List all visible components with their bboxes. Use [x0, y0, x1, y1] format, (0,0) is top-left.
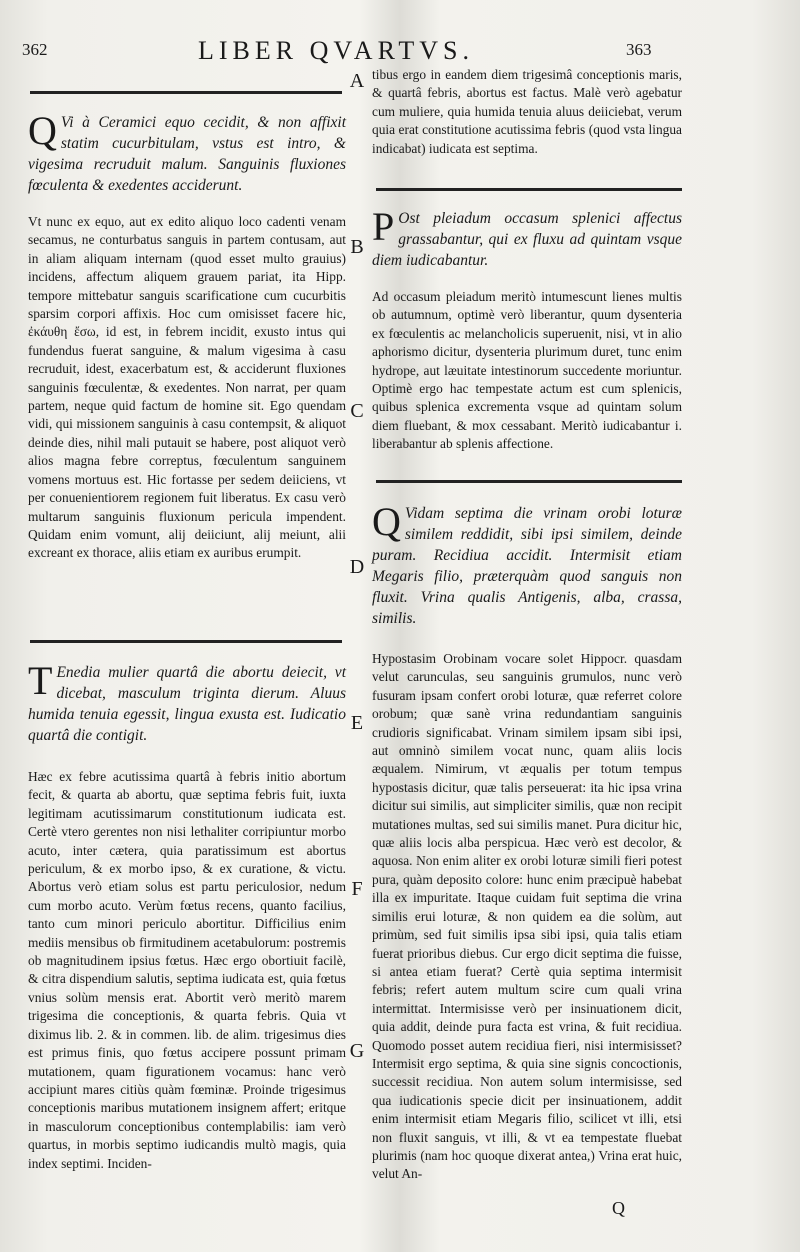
lemma-text: Ost pleiadum occasum splenici affectus grassabantur, qui ex fluxu ad quintam vsque diem iudicabantur. [372, 210, 682, 269]
drop-cap: T [28, 658, 53, 703]
commentary-text: Ad occasum pleiadum meritò intumescunt lienes multis ob autumnum, optimè verò liberantur, quum dysenteria ex fœculentis ac melancholicis superuenit, nisi, vt in alio aphorismo dicitur, dysenteria plurimum duret, tunc enim hydrope, aut læuitate intestinorum succedente moriuntur. Optimè ergo hac tempestate actum est cum splenicis, quibus splenica excrementa vsque ad quintam solum diem fluebant, & mox cessabant. Meritò iudicabantur i. liberabantur ab splenis affectione. [372, 289, 682, 452]
lemma-text: Vi à Ceramici equo cecidit, & non affixit statim cucurbitulam, vstus est intro, & vigesima recruduit malum. Sanguinis fluxiones fœculenta & exedentes acciderunt. [28, 114, 346, 194]
margin-letter: B [350, 236, 364, 258]
catchword: Q [612, 1198, 625, 1218]
lemma-ceramici [28, 108, 346, 196]
margin-letter: E [350, 712, 364, 734]
section-rule [376, 188, 682, 191]
margin-letter: A [349, 70, 365, 92]
drop-cap: Q [372, 499, 401, 544]
drop-cap: P [372, 204, 395, 249]
commentary-text: tibus ergo in eandem diem trigesimâ conceptionis maris, & quartâ febris, abortus est factus. Malè verò agebatur cum muliere, quia humida tenuia aluus deiiciebat, verum quia erat constitutione acutissima febris (quod vsta lingua indicabat) iudicata est septima. [372, 67, 682, 156]
commentary-quidam [372, 650, 682, 1184]
lemma-pleiadum [372, 204, 682, 271]
lemma-quidam [372, 499, 682, 629]
section-rule [30, 640, 342, 643]
commentary-ceramici [28, 213, 346, 563]
continuation [372, 66, 682, 158]
commentary-pleiadum [372, 288, 682, 454]
drop-cap: Q [28, 108, 57, 153]
page-number-right: 363 [626, 40, 652, 59]
margin-letter: D [349, 556, 365, 578]
margin-letter: C [350, 400, 364, 422]
section-rule [30, 91, 342, 94]
page-number-left: 362 [22, 40, 48, 59]
commentary-text: Hypostasim Orobinam vocare solet Hippocr. quasdam velut carunculas, seu sanguinis grumulos, nunc verò fusuram ipsam confert orobi loturæ, quæ referret colore orobum; quæ sanè vrina redundantiam sanguinis crudioris significabat. Vrinam similem ipsam sibi ipsi, aut omninò similem vocat nunc, quam aliis locis æqualem. Nimirum, vt æqualis per totum tempus hypostasis dicitur, quæ talis perseuerat: ita hic ipsa vrina dicitur sui similis, aut simpliciter similis, quæ non recipit mutationes multas, sed sui similis manet. Pura dicitur hic, quæ aliis locis alba perspicua. Hæc verò est decolor, & aquosa. Non enim aliter ex orobi loturæ simili fieri potest pura, quàm deposito colore: hunc enim præcipuè habebat illa ex impuritate. Itaque cuidam fuit septima die vrina similis erui loturæ, & non quidem ea die solùm, aut primùm, sed fuit similis ipsa sibi ipsi, quia talis etiam fuerat prioribus diebus. Cur ergo dicit septima die fuisse, si antea etiam fuerat? Certè quia septima intermisit febris; refert autem multum scire cum quali vrina intermittat. Intermisisse verò per insinuationem dicit, quia addit, deinde pura facta est vrina, & fuit recidiua. Quomodo posset autem recidiua fieri, nisi intermisisset? Intermisit ergo septima, & quia sine signis concoctionis, successit recidiua. Non autem solum intermisisse, sed qua iudicationis specie dicit per insinuationem, addit enim intermisit etiam Megaris filio, scilicet vt illi, etsi non fluxit sanguis, vt illi, & vt ea tempestate fluebat plurimis (nam hoc quoque dixerat antea,) Vrina erat huic, velut An- [372, 651, 682, 1182]
running-title: LIBER QVARTVS. [198, 36, 474, 65]
commentary-text: Vt nunc ex equo, aut ex edito aliquo loco cadenti venam secamus, ne conturbatus sanguis in partem contusam, aut in aliam aliquam internam (quod esset multo grauius) incidens, affectum aliquem grauem pariat, ita Hipp. tempore mittebatur sanguis scarificatione cum cucurbitis sparsim corpori affixis. Hoc cum omisisset facere hic, ἐκάυθη ἔσω, id est, in febrem incidit, exusto intus qui fundendus fuerat sanguine, & malum vigesima à casu recruduit, idest, exacerbatum est, & acciderunt fluxiones sanguinis fœculentæ, & exedentes. Non narrat, per quam partem, neque quid factum de homine sit. Ego quendam vidi, qui missionem sanguinis à casu contempsit, & aliquot deinde dies, nihil mali putauit se habere, post aliquot verò alios magna febre correptus, fœculentum sanguinem vomens mortuus est. Hic fortasse per sedem deiiciens, vt per conuenientiorem regionem fuit liberatus. Ex casu verò multarum sanguinis fluxionum pericula impendent. Quidam enim vomunt, alij deiiciunt, alij meiunt, alii excreant ex thorace, aliis etiam ex auribus erumpit. [28, 214, 346, 561]
section-rule [376, 480, 682, 483]
commentary-tenedia [28, 768, 346, 1173]
margin-letter: F [351, 878, 363, 900]
margin-letter: G [349, 1040, 365, 1062]
commentary-text: Hæc ex febre acutissima quartâ à febris initio abortum fecit, & quarta ab abortu, quæ septima febris fuit, iuxta legitimam acutissimarum constitutionum iudicata est. Certè vtero gerentes non nisi lethaliter corripiuntur morbo acuto, inter cætera, quia paratissimum est abortus periculum, & ex morbo ipso, & ex curatione, & victu. Abortus verò etiam solus est partu periculosior, nedum cum morbo acuto. Verùm fœtus recens, quanto facilius, tanto cum minori periculo abortitur. Difficilius enim mediis mensibus ob firmitudinem acetabulorum: postremis ob magnitudinem ipsius fœtus. Hæc ergo obortiuit facilè, & citra dispendium salutis, septima iudicata est, quia fœtus vnius solùm mensis erat. Abortit verò meritò marem trigesima die conceptionis, & quarta febris. Quia vt diximus lib. 2. & in commen. lib. de alim. trigesimus dies est primus finis, quo fœtus accipere possunt primam mutationem, quam figurationem vocamus: hanc verò accipiunt mares citiùs quàm fœminæ. Proinde trigesimus conceptionis maribus mutationem insignem affert; eritque in masculorum conceptionibus contemplabilis: iam verò quartus, in morbis septimo iudicandis multò magis, quia index septimi. Inciden- [28, 769, 346, 1171]
lemma-text: Enedia mulier quartâ die abortu deiecit, vt dicebat, masculum triginta dierum. Aluus humida tenuia egessit, lingua exusta est. Iudicatio quartâ die contigit. [28, 664, 346, 744]
lemma-text: Vidam septima die vrinam orobi loturæ similem reddidit, sibi ipsi similem, deinde puram. Recidiua accidit. Intermisit etiam Megaris filio, præterquàm quod sanguis non fluxit. Vrina qualis Antigenis, alba, crassa, similis. [372, 505, 682, 627]
lemma-tenedia [28, 658, 346, 746]
